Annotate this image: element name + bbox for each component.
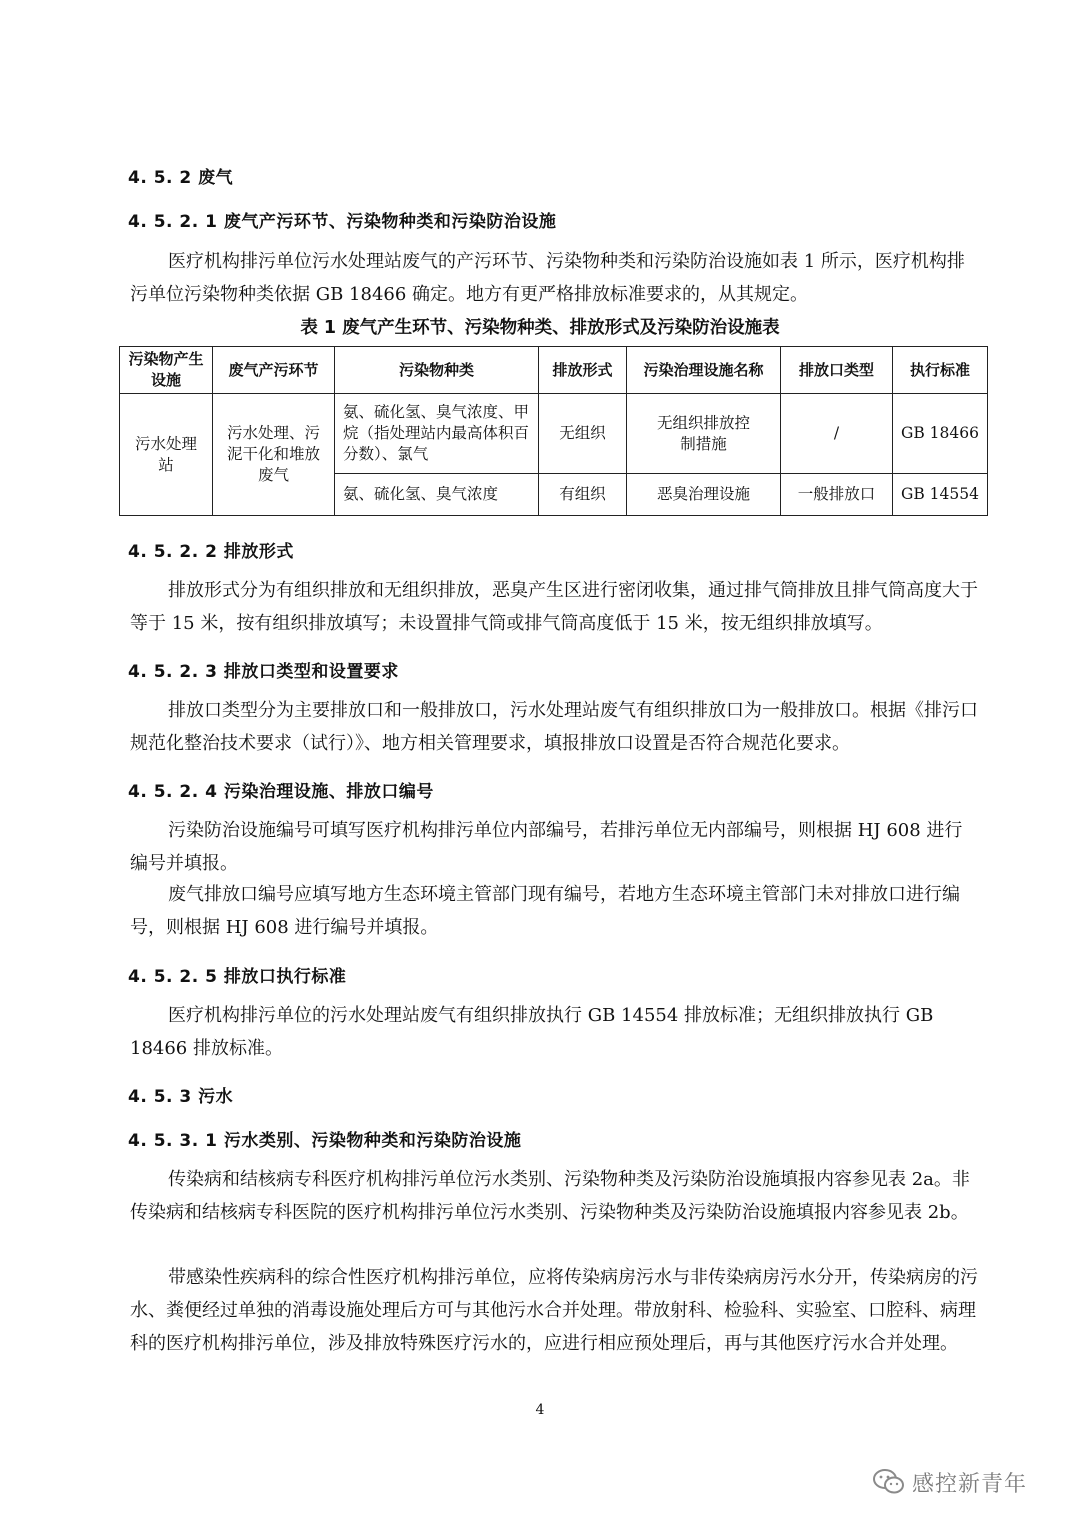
heading-4-5-3: 4. 5. 3 污水 (128, 1087, 234, 1107)
table-header-cell: 排放口类型 (781, 347, 893, 394)
paragraph-4-5-2-4b: 废气排放口编号应填写地方生态环境主管部门现有编号，若地方生态环境主管部门未对排放口进行编号，则根据 HJ 608 进行编号并填报。 (130, 884, 960, 938)
page-number: 4 (535, 1402, 545, 1418)
heading-4-5-2-1: 4. 5. 2. 1 废气产污环节、污染物种类和污染防治设施 (128, 212, 557, 232)
paragraph-4-5-2-4a: 污染防治设施编号可填写医疗机构排污单位内部编号，若排污单位无内部编号，则根据 HJ 608 进行编号并填报。 (130, 820, 963, 874)
watermark (872, 1460, 1062, 1504)
wechat-icon (872, 1468, 906, 1496)
table-cell-facility-name: 恶臭治理设施 (627, 474, 781, 516)
heading-4-5-2-2: 4. 5. 2. 2 排放形式 (128, 542, 294, 562)
table-header-cell: 执行标准 (893, 347, 988, 394)
table-header-cell: 污染物种类 (335, 347, 539, 394)
table-header-cell: 排放形式 (539, 347, 627, 394)
table-header-cell: 污染治理设施名称 (627, 347, 781, 394)
heading-4-5-2-3: 4. 5. 2. 3 排放口类型和设置要求 (128, 662, 399, 682)
heading-4-5-2-4: 4. 5. 2. 4 污染治理设施、排放口编号 (128, 782, 434, 802)
table-header-cell: 废气产污环节 (213, 347, 335, 394)
paragraph-4-5-2-1: 医疗机构排污单位污水处理站废气的产污环节、污染物种类和污染防治设施如表 1 所示，医疗机构排污单位污染物种类依据 GB 18466 确定。地方有更严格排放标准要求的，从其规定。 (130, 251, 965, 305)
table-cell-form: 无组织 (539, 394, 627, 474)
table-cell-outlet: / (781, 394, 893, 474)
table-cell-facility-name: 无组织排放控制措施 (627, 394, 781, 474)
table-cell-pollutants: 氨、硫化氢、臭气浓度 (335, 474, 539, 516)
table-cell-standard: GB 18466 (893, 394, 988, 474)
table-cell-form: 有组织 (539, 474, 627, 516)
heading-4-5-3-1: 4. 5. 3. 1 污水类别、污染物种类和污染防治设施 (128, 1131, 522, 1151)
watermark-text: 感控新青年 (912, 1471, 1028, 1497)
paragraph-4-5-3-1a: 传染病和结核病专科医疗机构排污单位污水类别、污染物种类及污染防治设施填报内容参见表 2a。非传染病和结核病专科医院的医疗机构排污单位污水类别、污染物种类及污染防治设施填报内容参见表 2b。 (130, 1169, 970, 1223)
table-1-caption: 表 1 废气产生环节、污染物种类、排放形式及污染防治设施表 (300, 318, 780, 338)
table-cell-standard: GB 14554 (893, 474, 988, 516)
heading-4-5-2: 4. 5. 2 废气 (128, 168, 234, 188)
table-cell-outlet: 一般排放口 (781, 474, 893, 516)
paragraph-4-5-3-1b: 带感染性疾病科的综合性医疗机构排污单位，应将传染病房污水与非传染病房污水分开，传染病房的污水、粪便经过单独的消毒设施处理后方可与其他污水合并处理。带放射科、检验科、实验室、口腔科、病理科的医疗机构排污单位，涉及排放特殊医疗污水的，应进行相应预处理后，再与其他医疗污水合并处理。 (130, 1267, 978, 1354)
table-cell-pollutants: 氨、硫化氢、臭气浓度、甲烷（指处理站内最高体积百分数）、氯气 (335, 394, 539, 474)
paragraph-4-5-2-5: 医疗机构排污单位的污水处理站废气有组织排放执行 GB 14554 排放标准；无组织排放执行 GB 18466 排放标准。 (130, 1005, 934, 1059)
table-header-row (120, 347, 988, 394)
heading-4-5-2-5: 4. 5. 2. 5 排放口执行标准 (128, 967, 347, 987)
table-cell-facility: 污水处理站 (120, 394, 213, 516)
table-cell-stage: 污水处理、污泥干化和堆放废气 (213, 394, 335, 516)
table-1 (119, 346, 988, 516)
table-row (120, 394, 988, 474)
paragraph-4-5-2-2: 排放形式分为有组织排放和无组织排放，恶臭产生区进行密闭收集，通过排气筒排放且排气筒高度大于等于 15 米，按有组织排放填写；未设置排气筒或排气筒高度低于 15 米，按无组织排放填写。 (130, 580, 978, 634)
paragraph-4-5-2-3: 排放口类型分为主要排放口和一般排放口，污水处理站废气有组织排放口为一般排放口。根据《排污口规范化整治技术要求（试行）》、地方相关管理要求，填报排放口设置是否符合规范化要求。 (130, 700, 978, 754)
table-header-cell: 污染物产生设施 (120, 347, 213, 394)
